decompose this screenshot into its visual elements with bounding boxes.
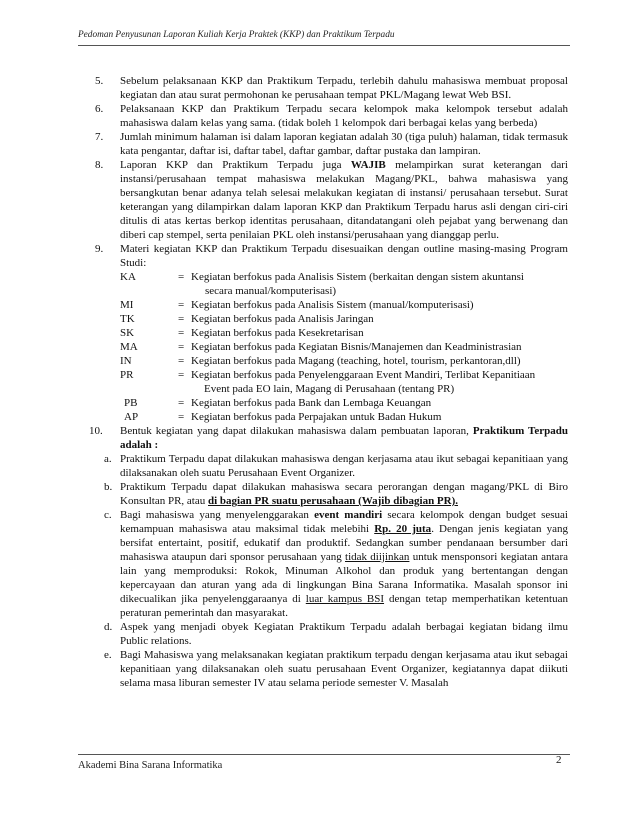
sub-text: Bagi Mahasiswa yang melaksanakan kegiatan praktikum terpadu dengan kerjasama atau ikut sebagai kepanitiaan yang dilaksanakan oleh suatu perusahaan Event Organizer, kegiatannya dapat diikuti selama masa liburan semester IV atau selama periode semester V. Masalah (120, 649, 568, 689)
program-row-ap (78, 410, 568, 424)
program-desc: Kegiatan berfokus pada Perpajakan untuk Badan Hukum (191, 411, 442, 423)
item-number: 6. (95, 103, 104, 115)
program-code: SK (120, 327, 135, 339)
item-number: 8. (95, 159, 104, 171)
program-eq: = (178, 341, 185, 353)
program-row-pr (78, 368, 568, 382)
list-item-9 (78, 242, 568, 270)
program-row-sk (78, 326, 568, 340)
outside-campus-underline: luar kampus BSI (305, 593, 385, 605)
program-desc: Kegiatan berfokus pada Analisis Sistem (manual/komputerisasi) (191, 299, 474, 311)
item-number: 7. (95, 131, 104, 143)
sub-letter: e. (104, 649, 112, 661)
item-text: Pelaksanaan KKP dan Praktikum Terpadu secara kelompok maka kelompok tersebut adalah mahasiswa dalam kelas yang sama. (tidak boleh 1 kelompok dari berbagai kelas yang berbeda) (120, 103, 568, 129)
list-item-8 (78, 158, 568, 242)
program-eq: = (178, 299, 185, 311)
item-number: 10. (89, 425, 103, 437)
item-text: Materi kegiatan KKP dan Praktikum Terpadu disesuaikan dengan outline masing-masing Program Studi: (120, 243, 568, 269)
program-desc: Kegiatan berfokus pada Penyelenggaraan Event Mandiri, Terlibat Kepanitiaan (191, 369, 536, 381)
program-code: IN (120, 355, 132, 367)
program-code: PB (124, 397, 138, 409)
program-desc: Kegiatan berfokus pada Analisis Sistem (berkaitan dengan sistem akuntansi (191, 271, 524, 283)
item-text: Jumlah minimum halaman isi dalam laporan kegiatan adalah 30 (tiga puluh) halaman, tidak termasuk kata pengantar, daftar isi, daftar tabel, daftar gambar, daftar pustaka dan lampiran. (120, 131, 568, 157)
item-text-pre: Bentuk kegiatan yang dapat dilakukan mahasiswa dalam pembuatan laporan, (120, 425, 473, 437)
event-mandiri-bold: event mandiri (314, 509, 383, 521)
program-eq: = (178, 327, 185, 339)
sub-text: Praktikum Terpadu dapat dilakukan mahasiswa dengan kerjasama atau ikut sebagai kepanitiaan yang dilaksanakan oleh suatu Perusahaan Event Organizer. (120, 453, 568, 479)
footer-institution: Akademi Bina Sarana Informatika (78, 760, 223, 771)
program-eq: = (178, 355, 185, 367)
header-rule (78, 45, 570, 46)
program-row-ka (78, 270, 568, 284)
program-eq: = (178, 397, 185, 409)
program-code: KA (120, 271, 136, 283)
sub-letter: a. (104, 453, 112, 465)
sub-letter: c. (104, 509, 112, 521)
not-allowed-underline: tidak diijinkan (345, 551, 410, 563)
sub-item-a (78, 452, 568, 480)
program-row-mi (78, 298, 568, 312)
sub-letter: b. (104, 481, 113, 493)
budget-limit-bold: Rp. 20 juta (374, 523, 432, 535)
program-code: AP (124, 411, 139, 423)
footer-rule (78, 754, 570, 755)
program-code: TK (120, 313, 135, 325)
sub-item-e (78, 648, 568, 690)
program-code: MI (120, 299, 134, 311)
item-text: Sebelum pelaksanaan KKP dan Praktikum Terpadu, terlebih dahulu mahasiswa membuat proposal kegiatan dan atau surat permohonan ke perusahaan tempat PKL/Magang lewat Web BSI. (120, 75, 568, 101)
item-number: 9. (95, 243, 104, 255)
item-text-bold: Praktikum Terpadu adalah : (120, 425, 568, 451)
program-row-in (78, 354, 568, 368)
program-list (78, 270, 568, 424)
list-item-10 (78, 424, 568, 452)
sub-text-bold-underline: di bagian PR suatu perusahaan (Wajib dibagian PR). (208, 495, 459, 507)
item-text-pre: Laporan KKP dan Praktikum Terpadu juga (120, 159, 351, 171)
item-text-bold: WAJIB (350, 159, 386, 171)
sub-item-d (78, 620, 568, 648)
list-item-5 (78, 74, 568, 102)
program-row-pb (78, 396, 568, 410)
program-eq: = (178, 313, 185, 325)
program-code: PR (120, 369, 134, 381)
program-desc-cont: Event pada EO lain, Magang di Perusahaan (tentang PR) (204, 383, 455, 395)
sub-item-b (78, 480, 568, 508)
program-row-tk (78, 312, 568, 326)
sub-item-c: c. Bagi mahasiswa yang menyelenggarakan event mandiri secara kelompok dengan budget sesuai kemampuan mahasiswa atau maksimal tidak melebihi Rp. 20 juta. Dengan jenis kegiatan yang bersifat entertaint, positif, edukatif dan produktif. Sedangkan sumber pendanaan bersumber dari mahasiswa ataupun dari sponsor perusahaan yang tidak diijinkan untuk mensponsori kegiatan antara lain yang memproduksi: Rokok, Minuman Alkohol dan produk yang bertentangan dengan kepercayaan dan aturan yang ada di lingkungan Bina Sarana Informatika. Masalah sponsor ini dikecualikan jika penyelenggaraanya di luar kampus BSI dengan tetap memperhatikan ketentuan peraturan pemerintah dan masyarakat. (104, 509, 568, 619)
program-desc: Kegiatan berfokus pada Kegiatan Bisnis/Manajemen dan Keadministrasian (191, 341, 522, 353)
program-desc: Kegiatan berfokus pada Magang (teaching, hotel, tourism, perkantoran,dll) (191, 355, 521, 367)
program-eq: = (178, 271, 185, 283)
item-number: 5. (95, 75, 104, 87)
item-text-post: melampirkan surat keterangan dari instansi/perusahaan tempat mahasiswa melakukan Magang/PKL, bahwa mahasiswa yang bersangkutan benar adanya telah selesai melakukan kegiatan di instansi/ perusahaan tersebut. Surat keterangan yang dilampirkan dalam laporan KKP dan Praktikum Terpadu harus asli dengan ciri-ciri ditulis di atas kertas berkop identitas perusahaan, ditandatangani oleh pejabat yang berwenang dan diberi cap stempel, serta penilaian PKL oleh instansi/perusahaan yang dianggap perlu. (120, 159, 568, 241)
list-item-6 (78, 102, 568, 130)
sub-text: Aspek yang menjadi obyek Kegiatan Praktikum Terpadu adalah berbagai kegiatan bidang ilmu Public relations. (120, 621, 568, 647)
program-desc: Kegiatan berfokus pada Analisis Jaringan (191, 313, 374, 325)
program-row-ma (78, 340, 568, 354)
document-body (78, 74, 568, 690)
program-eq: = (178, 411, 185, 423)
page-number: 2 (556, 754, 562, 766)
program-desc: Kegiatan berfokus pada Bank dan Lembaga Keuangan (191, 397, 432, 409)
program-desc: Kegiatan berfokus pada Kesekretarisan (191, 327, 364, 339)
program-desc-cont: secara manual/komputerisasi) (205, 285, 337, 297)
program-eq: = (178, 369, 185, 381)
sub-text-pre: Praktikum Terpadu dapat dilakukan mahasiswa secara perorangan dengan magang/PKL di Biro Konsultan PR, atau (120, 481, 568, 507)
program-code: MA (120, 341, 138, 353)
list-item-7 (78, 130, 568, 158)
sub-letter: d. (104, 621, 113, 633)
running-header: Pedoman Penyusunan Laporan Kuliah Kerja Praktek (KKP) dan Praktikum Terpadu (78, 30, 395, 40)
